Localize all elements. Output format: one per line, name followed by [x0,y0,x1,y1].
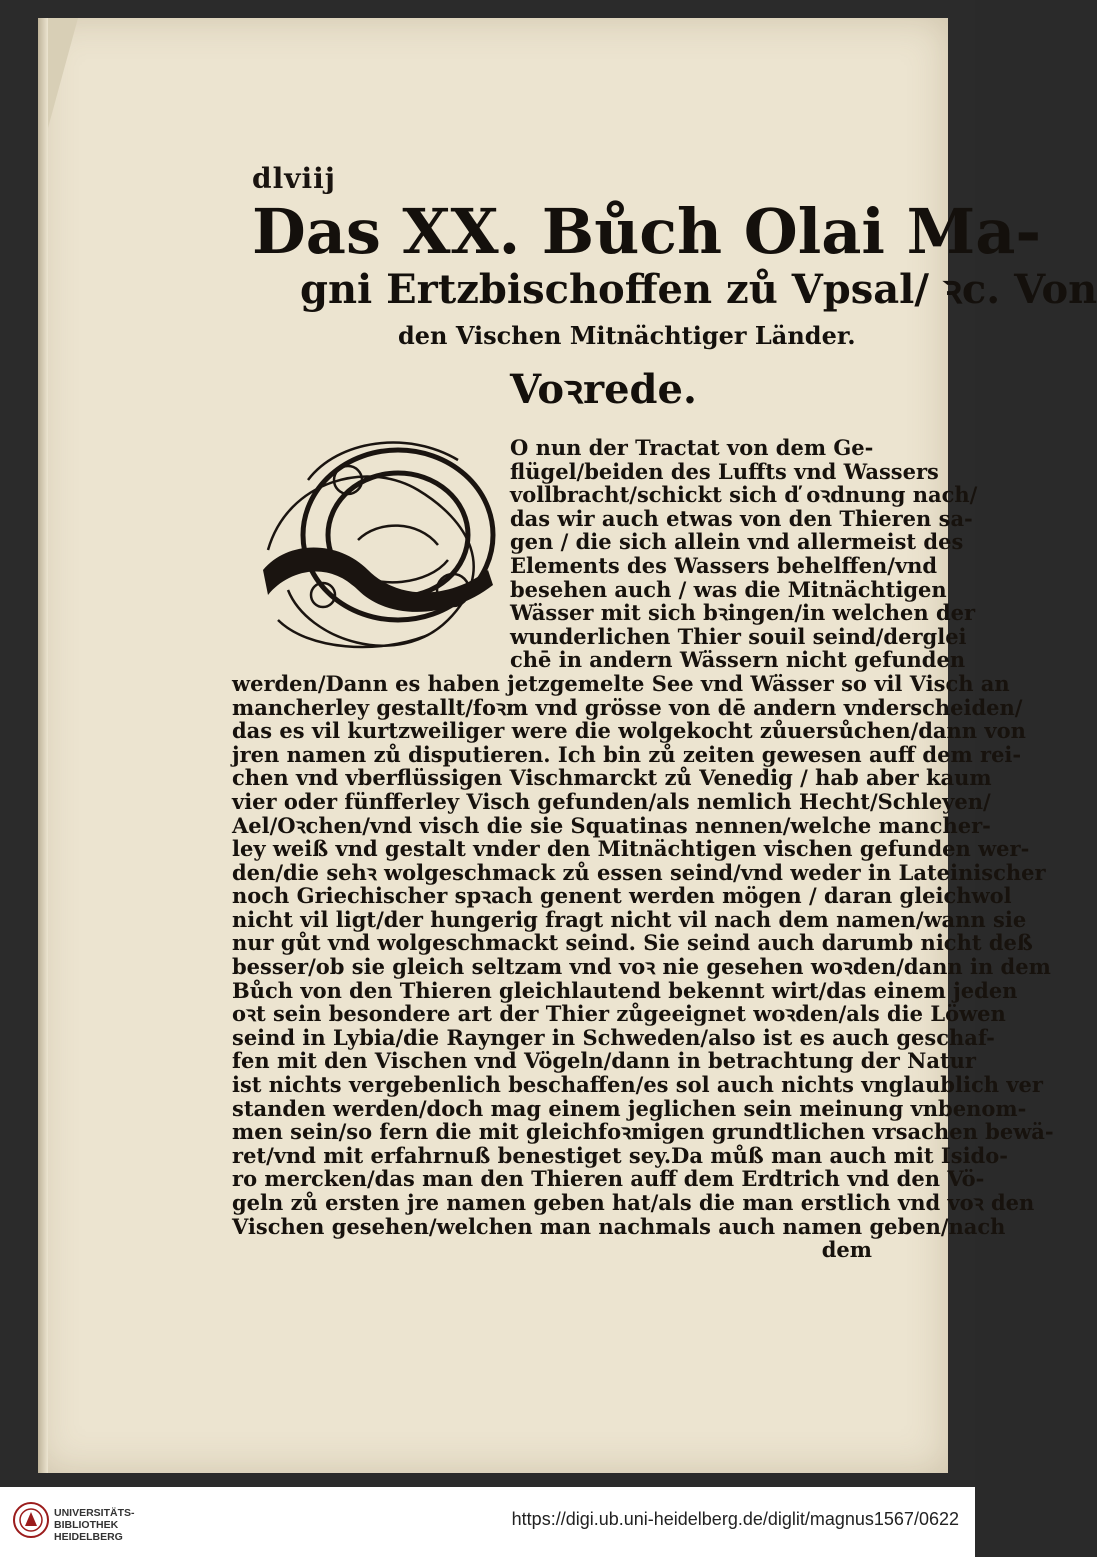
text-line: vier oder fünfferley Visch gefunden/als nemlich Hecht/Schleyen/ [232,788,991,814]
text-line: fen mit den Vischen vnd Vögeln/dann in betrachtung der Natur [232,1048,976,1074]
institution-name[interactable] [54,1507,135,1543]
university-seal-icon[interactable] [12,1501,50,1539]
institution-line: BIBLIOTHEK [54,1519,119,1531]
text-line: oꝛt sein besondere art der Thier zůgeeignet woꝛden/als die Löwen [232,1001,1006,1027]
text-line: nicht vil ligt/der hungerig fragt nicht vil nach dem namen/wann sie [232,906,1027,932]
text-line: mancherley gestallt/foꝛm vnd grösse von dē andern vnderscheiden/ [232,694,1023,720]
text-line: noch Griechischer spꝛach genent werden mögen / daran gleichwol [232,883,1012,909]
text-line: Elements des Wassers behelffen/vnd [510,552,938,578]
permalink-url[interactable]: https://digi.ub.uni-heidelberg.de/diglit/magnus1567/0622 [511,1509,959,1529]
title-line-2: gni Ertzbischoffen zů Vpsal/ ꝛc. Von [300,266,1097,313]
catchword: dem [821,1237,872,1263]
text-line: den/die sehꝛ wolgeschmack zů essen seind/vnd weder in Lateinischer [232,859,1046,885]
text-line: Vischen gesehen/welchen man nachmals auch namen geben/nach [232,1213,1006,1239]
text-line: vollbracht/schickt sich ď oꝛdnung nach/ [510,482,978,508]
text-line: jren namen zů disputieren. Ich bin zů zeiten gewesen auff dem rei- [232,741,1022,767]
text-line: werden/Dann es haben jetzgemelte See vnd Wässer so vil Visch an [232,670,1010,696]
text-line: ist nichts vergebenlich beschaffen/es sol auch nichts vnglaublich ver [232,1072,1043,1098]
institution-line: HEIDELBERG [54,1531,123,1543]
text-line: das wir auch etwas von den Thieren sa- [510,505,973,531]
title-line-3: den Vischen Mitnächtiger Länder. [398,321,856,350]
body-text [232,435,1054,1263]
text-line: seind in Lybia/die Raynger in Schweden/also ist es auch geschaf- [232,1024,995,1050]
folio-number: dlviij [252,162,336,195]
text-line: O nun der Tractat von dem Ge- [510,435,874,460]
text-line: ley weiß vnd gestalt vnder den Mitnächtigen vischen gefunden wer- [232,836,1030,862]
text-line: besehen auch / was die Mitnächtigen [510,576,947,602]
text-line: chē in andern Wässern nicht gefunden [510,647,966,673]
text-line: ret/vnd mit erfahrnuß benestiget sey.Da můß man auch mit Isido- [232,1142,1008,1168]
text-line: standen werden/doch mag einem jeglichen sein meinung vnbenom- [232,1095,1027,1121]
text-line: Wässer mit sich bꝛingen/in welchen der [510,600,976,626]
dog-ear-corner [48,18,78,128]
text-line: flügel/beiden des Luffts vnd Wassers [510,458,939,484]
text-line: das es vil kurtzweiliger were die wolgekocht zůuersůchen/dann von [232,718,1026,744]
institution-line: UNIVERSITÄTS- [54,1507,135,1519]
text-line: Bůch von den Thieren gleichlautend bekennt wirt/das einem jeden [232,977,1018,1003]
text-line: Ael/Oꝛchen/vnd visch die sie Squatinas nennen/welche mancher- [232,812,991,838]
text-line: ro mercken/das man den Thieren auff dem Erdtrich vnd den Vö- [232,1166,985,1192]
text-line: nur gůt vnd wolgeschmackt seind. Sie seind auch darumb nicht deß [232,930,1033,956]
text-line: chen vnd vberflüssigen Vischmarckt zů Venedig / hab aber kaum [232,765,992,791]
text-line: besser/ob sie gleich seltzam vnd voꝛ nie gesehen woꝛden/dann in dem [232,954,1051,980]
page-edge [38,18,48,1473]
title-line-1: Das XX. Bůch Olai Ma- [252,195,1042,268]
text-line: wunderlichen Thier souil seind/derglei [510,623,967,649]
text-line: gen / die sich allein vnd allermeist des [510,529,964,555]
text-line: men sein/so fern die mit gleichfoꝛmigen grundtlichen vrsachen bewä- [232,1119,1054,1145]
section-heading: Voꝛrede. [510,366,697,413]
text-line: geln zů ersten jre namen geben hat/als die man erstlich vnd voꝛ den [232,1190,1035,1215]
footer-bar [0,1487,975,1557]
